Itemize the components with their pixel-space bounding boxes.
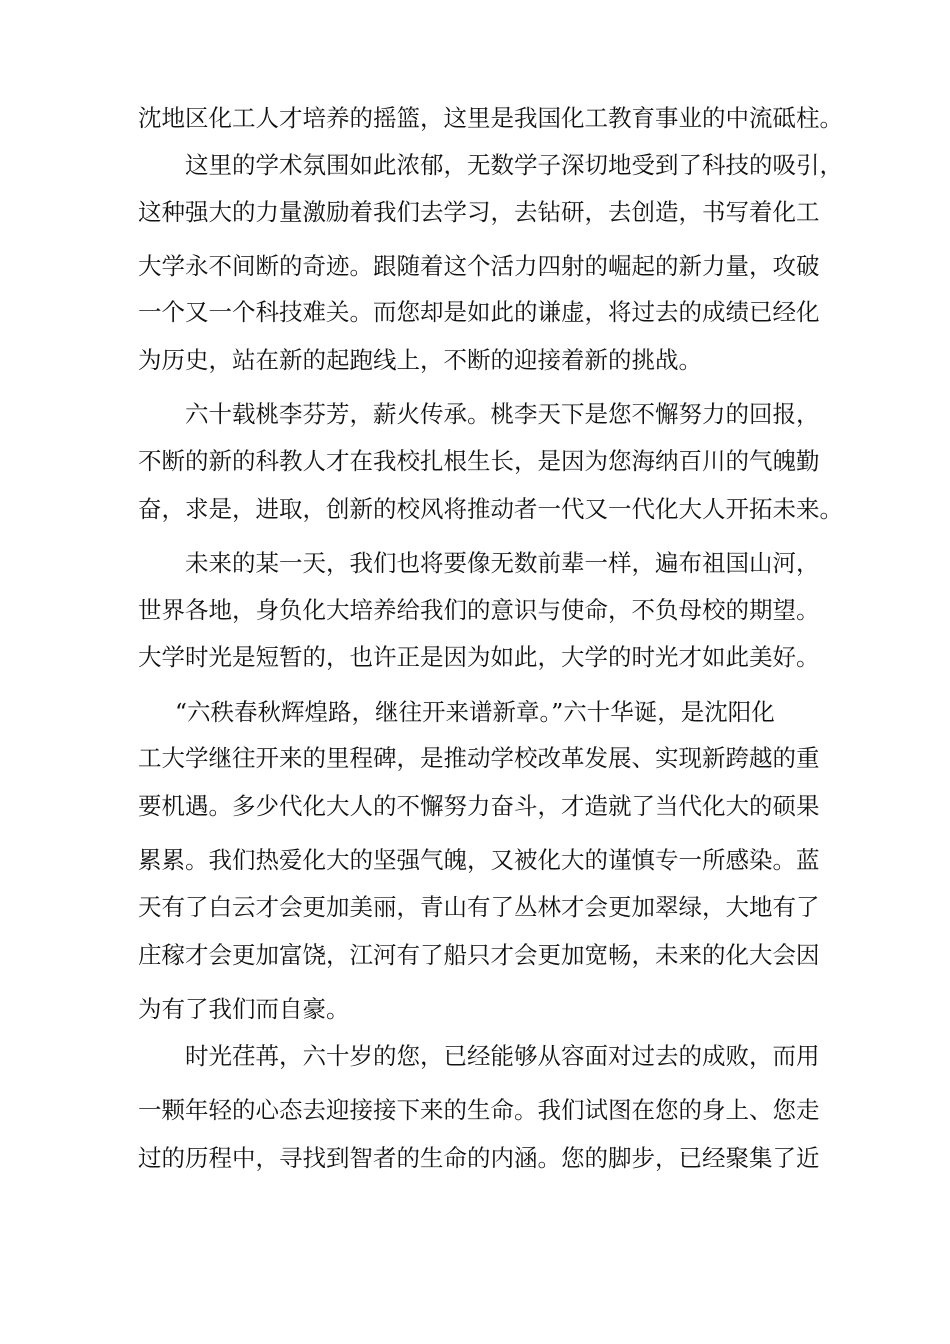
paragraph-start-line: “六秩春秋辉煌路，继往开来谱新章。”六十华诞，是沈阳化 bbox=[175, 698, 775, 726]
text-line: 沈地区化工人才培养的摇篮，这里是我国化工教育事业的中流砥柱。 bbox=[138, 104, 843, 132]
text-line: 世界各地，身负化大培养给我们的意识与使命，不负母校的期望。 bbox=[138, 596, 820, 624]
text-line: 庄稼才会更加富饶，江河有了船只才会更加宽畅，未来的化大会因 bbox=[138, 941, 820, 969]
text-line: 一个又一个科技难关。而您却是如此的谦虚，将过去的成绩已经化 bbox=[138, 298, 820, 326]
paragraph-start-line: 未来的某一天，我们也将要像无数前辈一样，遍布祖国山河， bbox=[185, 549, 820, 577]
text-line: 大学时光是短暂的，也许正是因为如此，大学的时光才如此美好。 bbox=[138, 643, 820, 671]
text-line: 奋，求是，进取，创新的校风将推动者一代又一代化大人开拓未来。 bbox=[138, 495, 843, 523]
text-line: 为有了我们而自豪。 bbox=[138, 995, 350, 1023]
text-line: 这种强大的力量激励着我们去学习，去钻研，去创造，书写着化工 bbox=[138, 198, 820, 226]
text-line: 大学永不间断的奇迹。跟随着这个活力四射的崛起的新力量，攻破 bbox=[138, 252, 820, 280]
text-line: 过的历程中，寻找到智者的生命的内涵。您的脚步，已经聚集了近 bbox=[138, 1144, 820, 1172]
text-line: 不断的新的科教人才在我校扎根生长，是因为您海纳百川的气魄勤 bbox=[138, 447, 820, 475]
paragraph-start-line: 这里的学术氛围如此浓郁，无数学子深切地受到了科技的吸引， bbox=[185, 151, 843, 179]
paragraph-start-line: 六十载桃李芬芳，薪火传承。桃李天下是您不懈努力的回报， bbox=[185, 400, 820, 428]
text-line: 要机遇。多少代化大人的不懈努力奋斗，才造就了当代化大的硕果 bbox=[138, 792, 820, 820]
text-line: 为历史，站在新的起跑线上，不断的迎接着新的挑战。 bbox=[138, 346, 702, 374]
text-line: 一颗年轻的心态去迎接接下来的生命。我们试图在您的身上、您走 bbox=[138, 1096, 820, 1124]
text-line: 工大学继往开来的里程碑，是推动学校改革发展、实现新跨越的重 bbox=[138, 744, 820, 772]
paragraph-start-line: 时光荏苒，六十岁的您，已经能够从容面对过去的成败，而用 bbox=[185, 1042, 820, 1070]
text-line: 天有了白云才会更加美丽，青山有了丛林才会更加翠绿，大地有了 bbox=[138, 893, 820, 921]
text-line: 累累。我们热爱化大的坚强气魄，又被化大的谨慎专一所感染。蓝 bbox=[138, 846, 820, 874]
